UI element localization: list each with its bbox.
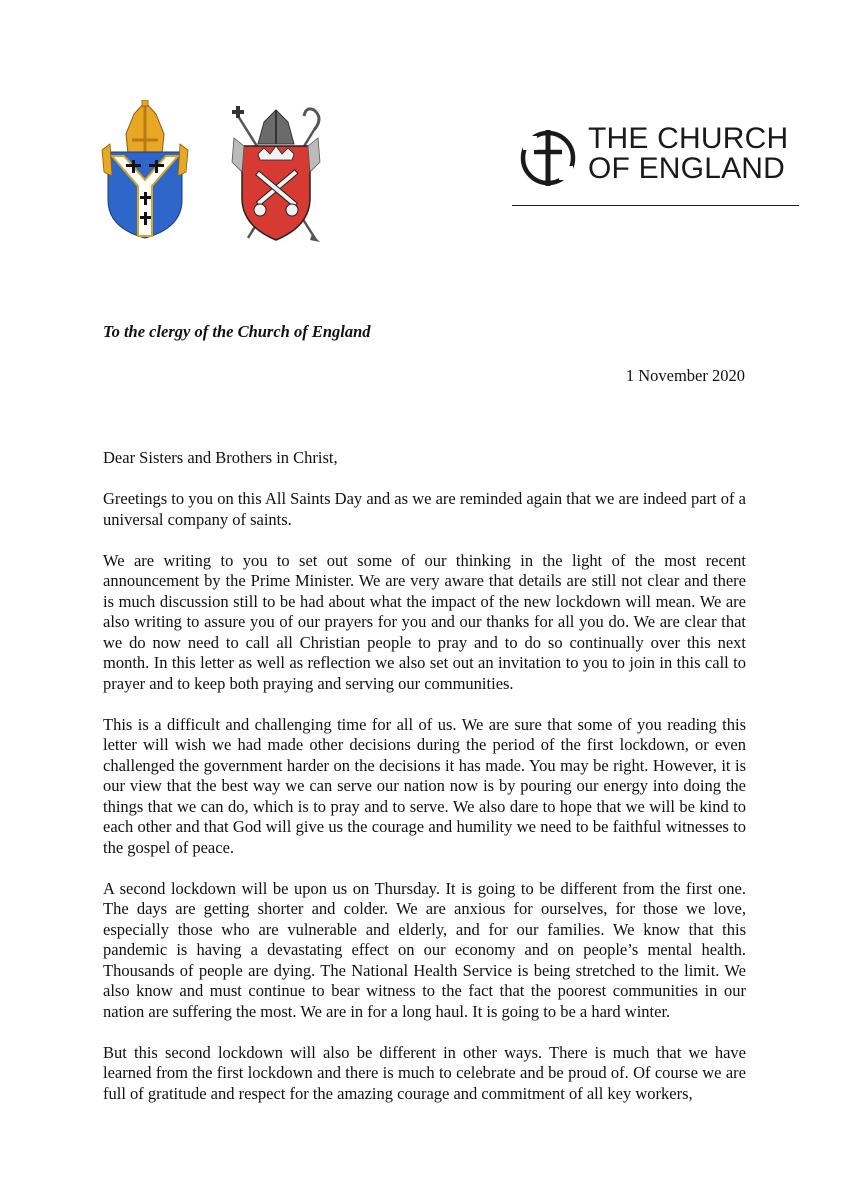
letter-date: 1 November 2020 (625, 366, 745, 385)
paragraph: A second lockdown will be upon us on Thursday. It is going to be different from the first one. The days are getting shorter and colder. We are anxious for ourselves, for those we love, especially those who are vulnerable and elderly, and for our families. We know that this pandemic is having a devastating effect on our economy and on people’s mental health. Thousands of people are dying. The National Health Service is being stretched to the limit. We also know and must continue to bear witness to the fact that the poorest communities in our nation are suffering the most. We are in for a long haul. It is going to be a hard winter. (103, 878, 746, 1021)
salutation: Dear Sisters and Brothers in Christ, (103, 448, 338, 467)
letter-body (103, 448, 746, 1125)
church-of-england-cross-icon (518, 128, 578, 188)
york-crest-icon (218, 102, 334, 244)
paragraph: This is a difficult and challenging time for all of us. We are sure that some of you reading this letter will wish we had made other decisions during the period of the first lockdown, or even challenged the government harder on the decisions it has made. You may be right. However, it is our view that the best way we can serve our nation now is by pouring our energy into doing the things that we can do, which is to pray and to serve. We also dare to hope that we will be kind to each other and that God will give us the courage and humility we need to be faithful witnesses to the gospel of peace. (103, 714, 746, 857)
logo-text-line2: OF ENGLAND (588, 152, 786, 185)
canterbury-crest-icon (98, 100, 192, 240)
logo-text-line1: THE CHURCH (588, 122, 789, 155)
addressee: To the clergy of the Church of England (103, 322, 371, 341)
paragraph: We are writing to you to set out some of our thinking in the light of the most recent announcement by the Prime Minister. We are very aware that details are still not clear and there is much discussion still to be had about what the impact of the new lockdown will mean. We are also writing to assure you of our prayers for you and our thanks for all you do. We are clear that we do now need to call all Christian people to pray and to do so continually over this next month. In this letter as well as reflection we also set out an invitation to you to join in this call to prayer and to keep both praying and serving our communities. (103, 550, 746, 693)
church-of-england-logo (518, 124, 798, 188)
header-rule (512, 205, 799, 206)
paragraph: But this second lockdown will also be different in other ways. There is much that we have learned from the first lockdown and there is much to celebrate and be proud of. Of course we are full of gratitude and respect for the amazing courage and commitment of all key workers, (103, 1042, 746, 1103)
paragraph: Greetings to you on this All Saints Day and as we are reminded again that we are indeed part of a universal company of saints. (103, 489, 746, 529)
